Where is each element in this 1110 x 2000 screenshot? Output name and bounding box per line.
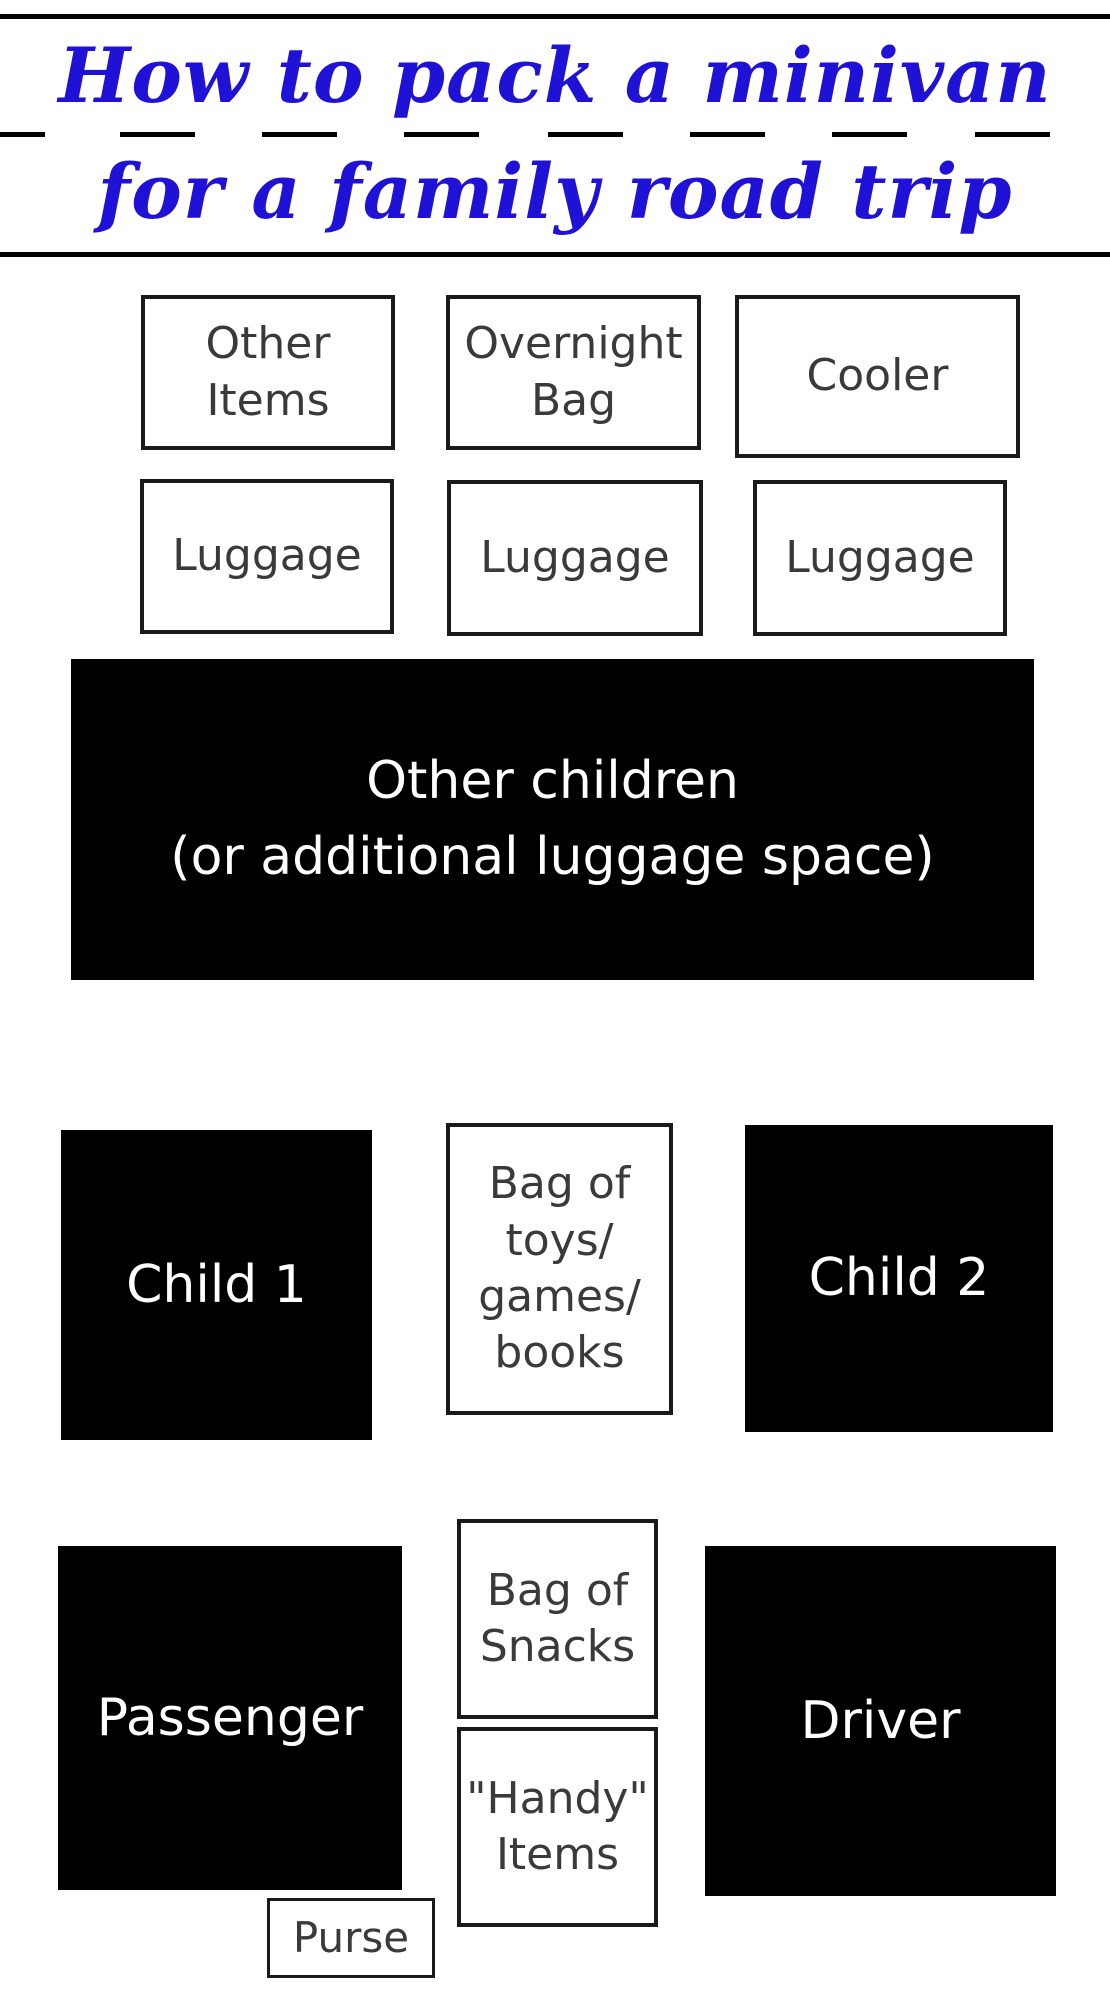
- dashed-divider: [0, 132, 1110, 138]
- other-children-seat: Other children (or additional luggage space): [71, 659, 1034, 980]
- child-2-seat: Child 2: [745, 1125, 1053, 1432]
- divider-dash: [0, 132, 45, 137]
- bag-of-toys-box: Bag of toys/ games/ books: [446, 1123, 673, 1415]
- passenger-seat: Passenger: [58, 1546, 402, 1890]
- luggage-box-1: Luggage: [140, 479, 394, 634]
- divider-dash: [975, 132, 1050, 137]
- divider-dash: [262, 132, 337, 137]
- driver-seat: Driver: [705, 1546, 1056, 1896]
- child-1-seat: Child 1: [61, 1130, 372, 1440]
- divider-dash: [548, 132, 623, 137]
- title-line-1: How to pack a minivan: [58, 31, 1052, 120]
- luggage-box-2: Luggage: [447, 480, 703, 636]
- overnight-bag-box: Overnight Bag: [446, 295, 701, 450]
- purse-box: Purse: [267, 1898, 435, 1978]
- divider-dash: [404, 132, 479, 137]
- bag-of-snacks-box: Bag of Snacks: [457, 1519, 658, 1719]
- other-items-box: Other Items: [141, 295, 395, 450]
- divider-dash: [832, 132, 907, 137]
- title-banner: [0, 14, 1110, 257]
- divider-dash: [120, 132, 195, 137]
- handy-items-box: "Handy" Items: [457, 1727, 658, 1927]
- divider-dash: [690, 132, 765, 137]
- luggage-box-3: Luggage: [753, 480, 1007, 636]
- title-line-2: for a family road trip: [97, 147, 1013, 236]
- cooler-box: Cooler: [735, 295, 1020, 458]
